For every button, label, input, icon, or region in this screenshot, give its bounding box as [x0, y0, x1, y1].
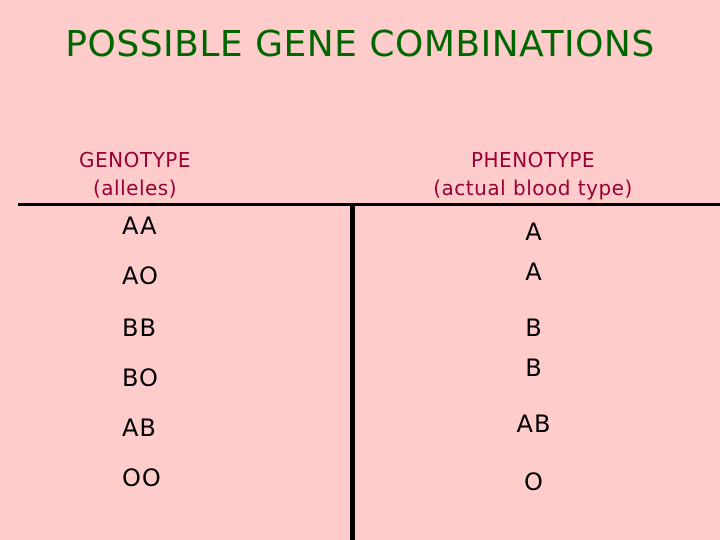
genotype-header-sublabel: (alleles): [92, 176, 178, 200]
genotype-cell: AB: [122, 414, 157, 442]
phenotype-cell: B: [525, 354, 543, 382]
genotype-header: [40, 146, 230, 202]
header-divider-left: [18, 203, 350, 206]
genotype-header-label: GENOTYPE: [79, 148, 191, 172]
genotype-cell: AO: [122, 262, 159, 290]
genotype-cell: AA: [122, 212, 158, 240]
phenotype-header-sublabel: (actual blood type): [433, 176, 633, 200]
genotype-cell: OO: [122, 464, 162, 492]
phenotype-header: [378, 146, 688, 202]
phenotype-cell: O: [524, 468, 544, 496]
phenotype-cell: B: [525, 314, 543, 342]
column-divider: [350, 203, 355, 540]
phenotype-cell: A: [525, 218, 543, 246]
phenotype-cell: A: [525, 258, 543, 286]
phenotype-header-label: PHENOTYPE: [470, 148, 596, 172]
genotype-cell: BO: [122, 364, 159, 392]
phenotype-cell: AB: [516, 410, 552, 438]
genotype-cell: BB: [122, 314, 157, 342]
header-divider-right: [355, 203, 720, 206]
page-title: POSSIBLE GENE COMBINATIONS: [65, 24, 655, 65]
